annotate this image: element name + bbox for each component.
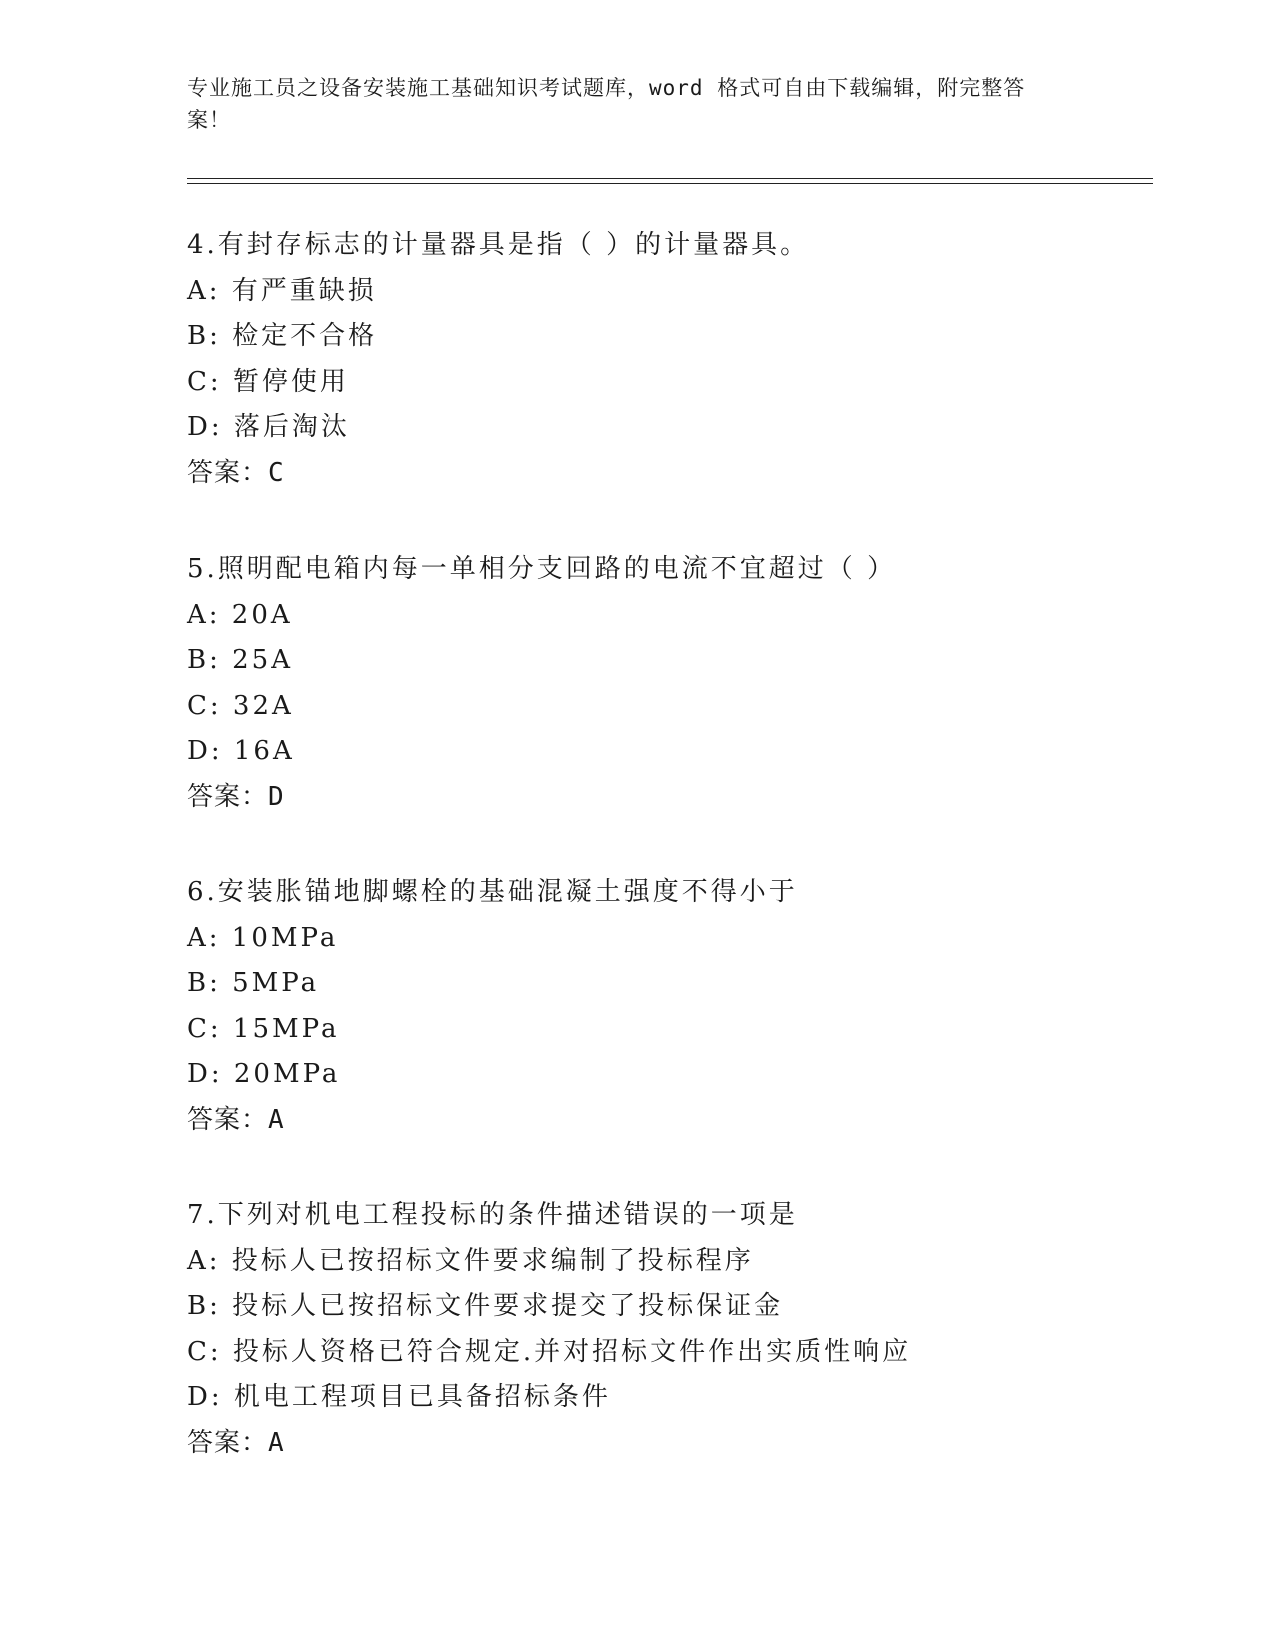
document-header: 专业施工员之设备安装施工基础知识考试题库，word 格式可自由下载编辑，附完整答案！ <box>187 76 1026 132</box>
answer-line <box>187 451 1147 497</box>
question-4 <box>187 223 1147 496</box>
question-5 <box>187 547 1147 820</box>
option-b: B: 25A <box>187 645 293 675</box>
header-divider-top <box>187 178 1153 179</box>
question-stem: 4.有封存标志的计量器具是指（ ）的计量器具。 <box>187 230 810 260</box>
question-7 <box>187 1193 1147 1466</box>
option-a: A: 投标人已按招标文件要求编制了投标程序 <box>187 1245 754 1276</box>
option-a: A: 10MPa <box>187 922 339 953</box>
answer-line <box>187 775 1147 821</box>
option-d: D: 机电工程项目已具备招标条件 <box>187 1382 611 1412</box>
option-c: C: 暂停使用 <box>187 366 349 397</box>
answer-label: 答案： <box>187 457 269 488</box>
header-divider-bottom <box>187 183 1153 184</box>
question-stem: 7.下列对机电工程投标的条件描述错误的一项是 <box>187 1200 798 1230</box>
answer-value: A <box>268 1104 285 1135</box>
answer-label: 答案： <box>187 1104 269 1135</box>
question-stem: 5.照明配电箱内每一单相分支回路的电流不宜超过（ ） <box>187 554 897 584</box>
answer-value: D <box>268 781 285 812</box>
option-c: C: 投标人资格已符合规定.并对招标文件作出实质性响应 <box>187 1336 912 1367</box>
answer-label: 答案： <box>187 781 269 812</box>
answer-label: 答案： <box>187 1427 269 1458</box>
question-stem: 6.安装胀锚地脚螺栓的基础混凝土强度不得小于 <box>187 877 798 907</box>
option-a: A: 有严重缺损 <box>187 275 377 306</box>
answer-line <box>187 1098 1147 1144</box>
option-d: D: 20MPa <box>187 1059 341 1089</box>
option-d: D: 落后淘汰 <box>187 412 350 442</box>
answer-value: A <box>268 1427 285 1458</box>
answer-line <box>187 1421 1147 1467</box>
option-b: B: 检定不合格 <box>187 321 378 351</box>
option-b: B: 投标人已按招标文件要求提交了投标保证金 <box>187 1291 784 1321</box>
answer-value: C <box>268 457 285 488</box>
option-c: C: 32A <box>187 690 294 721</box>
option-c: C: 15MPa <box>187 1013 340 1044</box>
option-b: B: 5MPa <box>187 968 320 998</box>
question-6 <box>187 870 1147 1143</box>
option-a: A: 20A <box>187 599 293 630</box>
option-d: D: 16A <box>187 736 295 766</box>
